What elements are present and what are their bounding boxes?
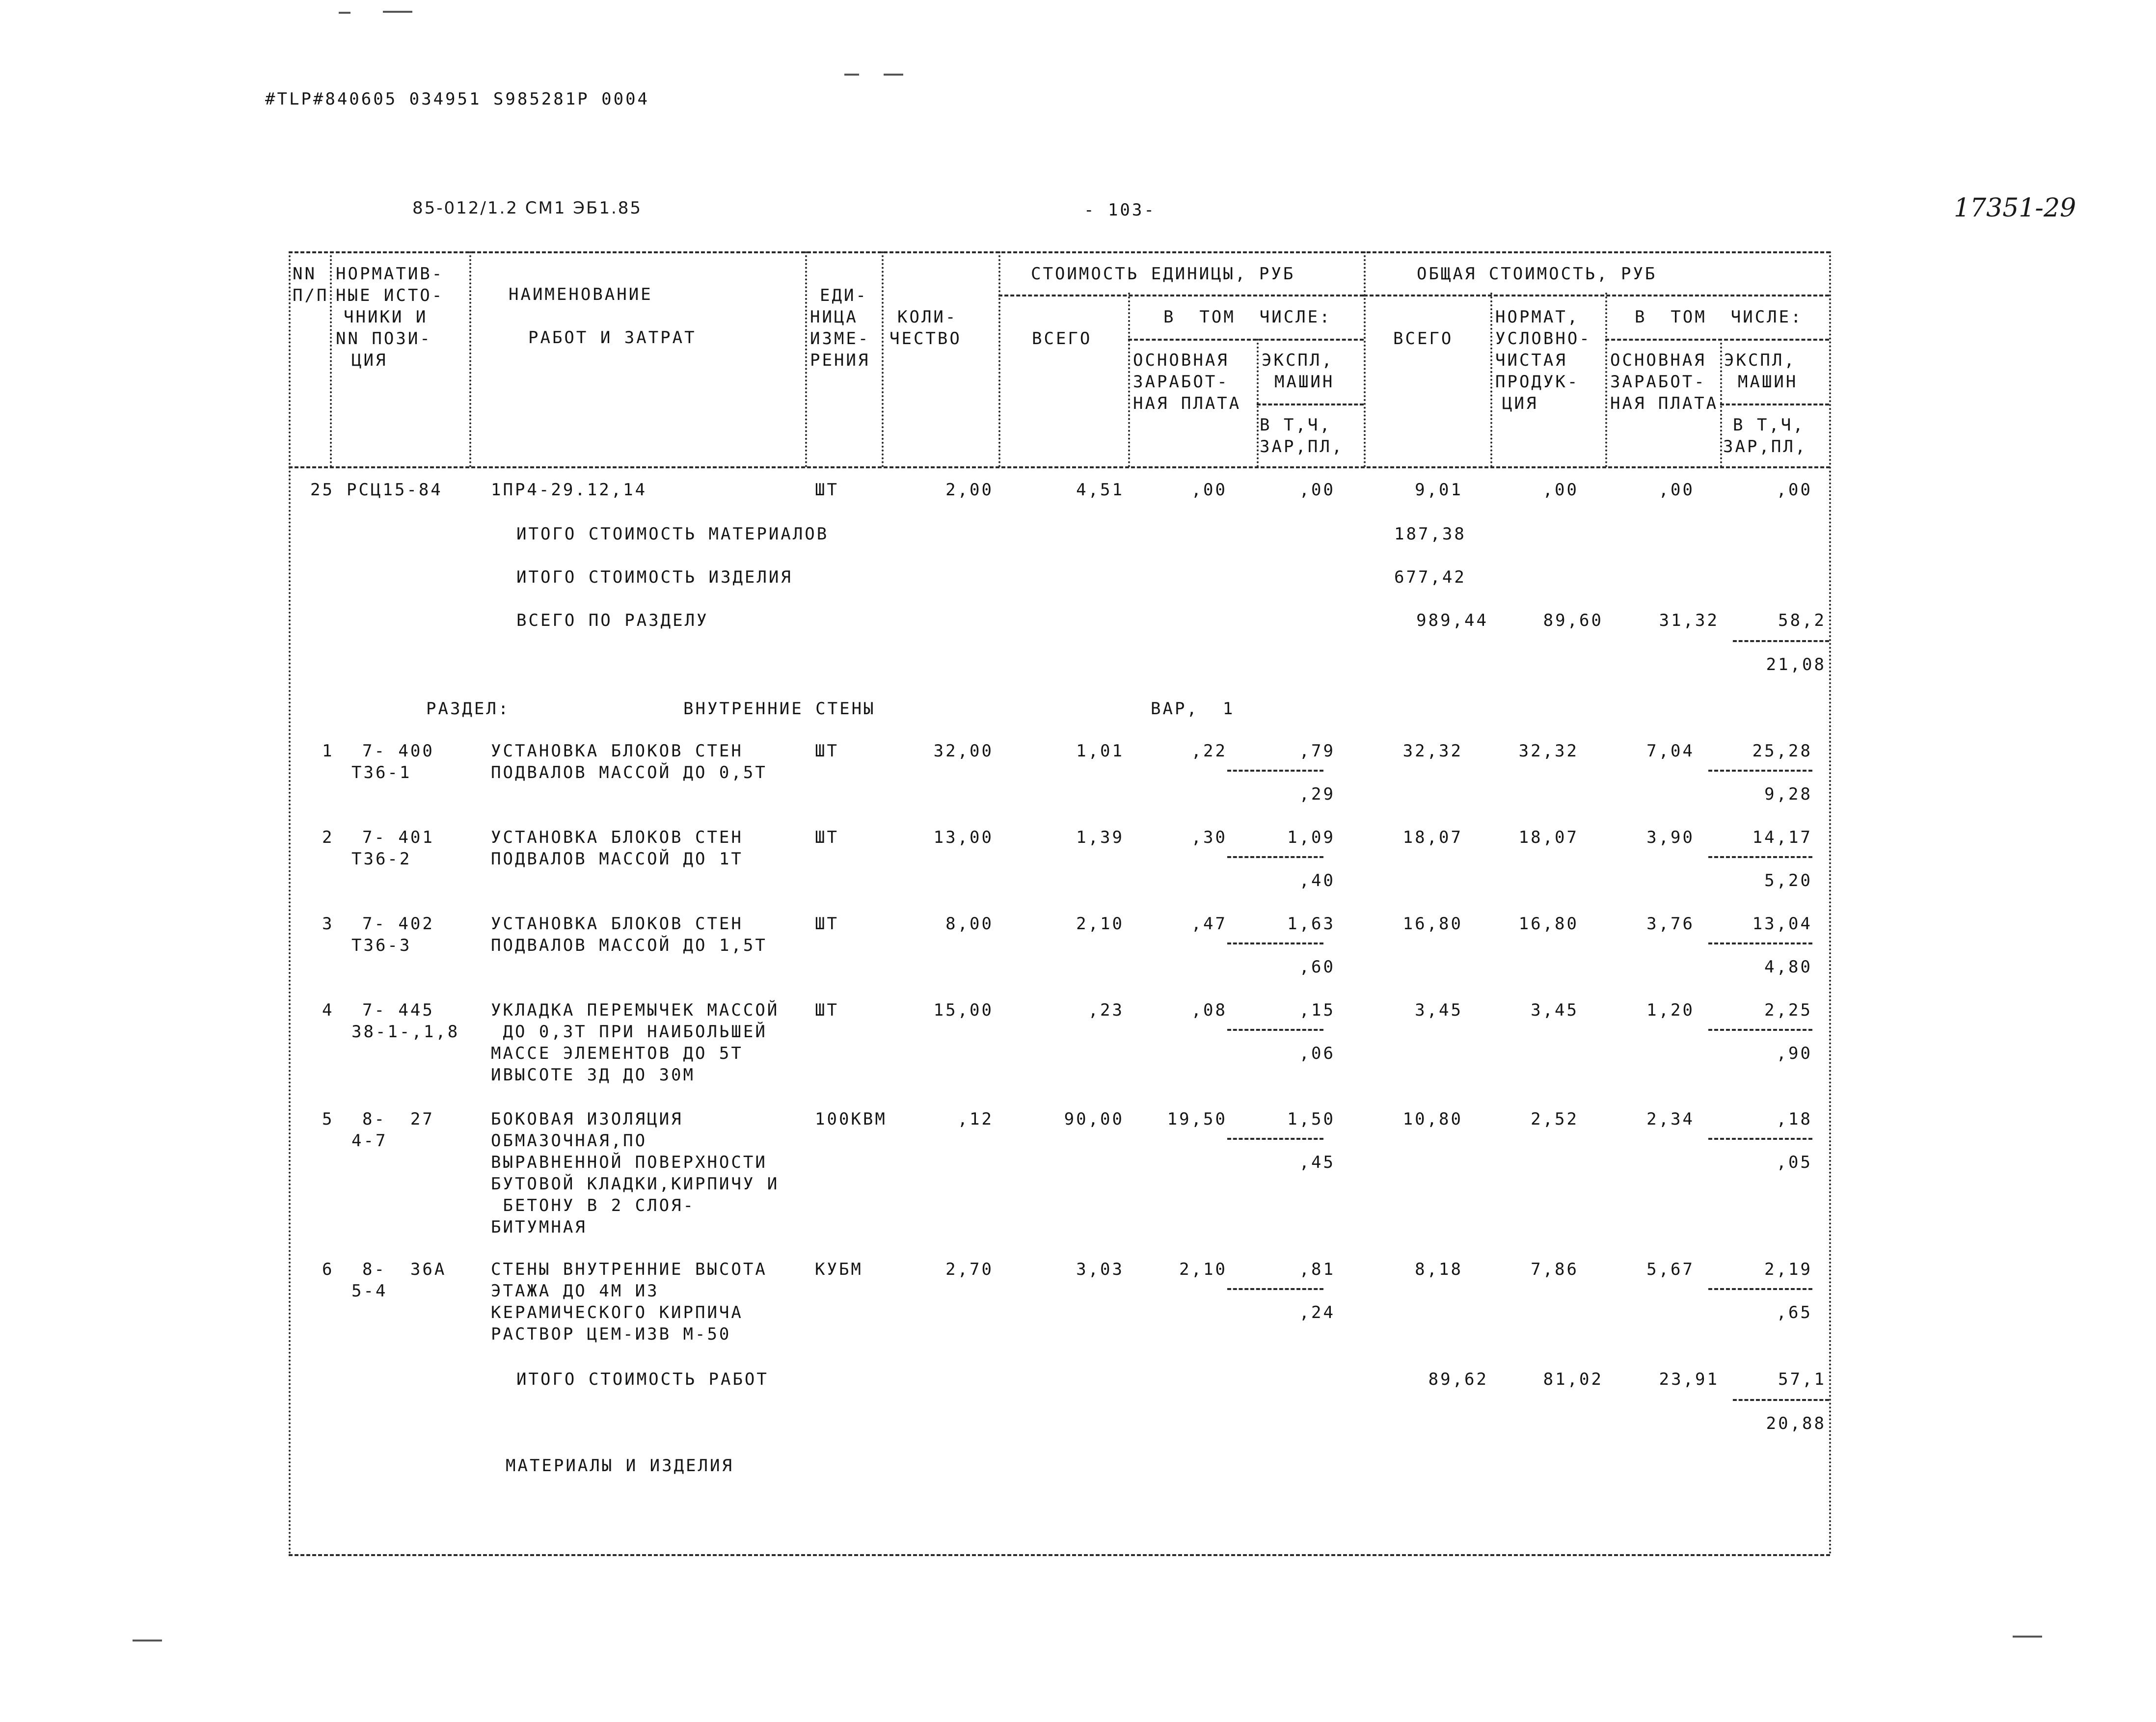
row-name-line: УКЛАДКА ПЕРЕМЫЧЕК МАССОЙ	[491, 1000, 780, 1020]
header-bottom-border	[289, 466, 1830, 468]
header-name: НАИМЕНОВАНИЕ	[509, 285, 653, 304]
table-bottom-border	[289, 1554, 1830, 1556]
header-unit-incl: В ТОМ ЧИСЛЕ:	[1163, 307, 1332, 327]
header-sub-divider	[1128, 339, 1364, 341]
header-qty: ЧЕСТВО	[889, 329, 962, 349]
summary-label: ИТОГО СТОИМОСТЬ МАТЕРИАЛОВ	[516, 524, 829, 544]
header-total-incl: В ТОМ ЧИСЛЕ:	[1635, 307, 1803, 327]
row-total-mach: 2,19	[1764, 1260, 1812, 1279]
header-norm-source: ЦИЯ	[351, 350, 388, 370]
header-unit-mach: МАШИН	[1274, 372, 1335, 392]
row-number: 3	[322, 914, 334, 934]
row-unit-wage: ,00	[1191, 480, 1227, 500]
summary-total: 187,38	[1394, 524, 1466, 544]
materials-heading: МАТЕРИАЛЫ И ИЗДЕЛИЯ	[506, 1456, 734, 1476]
document-code-line: #TLP#840605 034951 S985281P 0004	[265, 89, 650, 109]
row-total-mach: ,00	[1776, 480, 1812, 500]
table-top-border	[289, 251, 1830, 253]
header-total-norm: УСЛОВНО-	[1495, 329, 1591, 349]
header-total-norm: ЧИСТАЯ	[1495, 350, 1567, 370]
row-total-mach: 25,28	[1752, 741, 1812, 761]
row-unit: ШТ	[815, 1000, 839, 1020]
row-name-line: БУТОВОЙ КЛАДКИ,КИРПИЧУ И	[491, 1174, 780, 1194]
row-unit-total: 90,00	[1064, 1109, 1124, 1129]
row-code-secondary: Т36-3	[351, 936, 412, 955]
row-unit-wage: ,08	[1191, 1000, 1227, 1020]
row-unit-mach-sub: ,45	[1299, 1153, 1335, 1172]
row-unit-total: 2,10	[1076, 914, 1124, 934]
header-unit: РЕНИЯ	[810, 350, 870, 370]
row-code: 7- 400	[362, 741, 434, 761]
header-unit-total: ВСЕГО	[1032, 329, 1092, 349]
page-number: - 103-	[1084, 200, 1156, 220]
subtotal-divider	[1227, 856, 1323, 858]
row-name-line: ПОДВАЛОВ МАССОЙ ДО 0,5Т	[491, 763, 767, 782]
summary-total: 89,62	[1428, 1370, 1488, 1389]
header-unit-cost-group: СТОИМОСТЬ ЕДИНИЦЫ, РУБ	[1031, 264, 1295, 284]
header-qty: КОЛИ-	[897, 307, 958, 327]
row-unit-wage: 19,50	[1167, 1109, 1227, 1129]
row-unit-total: 4,51	[1076, 480, 1124, 500]
row-unit-mach: ,81	[1299, 1260, 1335, 1279]
row-unit-mach: ,79	[1299, 741, 1335, 761]
row-name-line: ОБМАЗОЧНАЯ,ПО	[491, 1131, 647, 1151]
row-total-mach: 14,17	[1752, 828, 1812, 847]
row-total-wage: 1,20	[1646, 1000, 1695, 1020]
row-total-wage: 3,76	[1646, 914, 1695, 934]
header-sub-divider	[1364, 295, 1829, 296]
subtotal-divider	[1708, 942, 1812, 944]
summary-label: ИТОГО СТОИМОСТЬ РАБОТ	[516, 1370, 769, 1389]
row-total-wage: 7,04	[1646, 741, 1695, 761]
header-unit-mach-sub: В Т,Ч,	[1260, 415, 1332, 435]
row-code-secondary: Т36-1	[351, 763, 412, 782]
col-divider	[1128, 293, 1130, 467]
row-total-mach-sub: ,90	[1776, 1044, 1812, 1063]
col-divider	[469, 251, 471, 467]
subtotal-divider	[1227, 770, 1323, 772]
row-number: 5	[322, 1109, 334, 1129]
row-total: 32,32	[1402, 741, 1463, 761]
header-unit: ЕДИ-	[820, 286, 868, 305]
row-unit-total: 1,39	[1076, 828, 1124, 847]
row-total: 16,80	[1402, 914, 1463, 934]
row-qty: 8,00	[945, 914, 994, 934]
summary-mach: 58,2	[1778, 611, 1826, 630]
row-total-norm: 16,80	[1518, 914, 1579, 934]
row-total: 3,45	[1415, 1000, 1463, 1020]
header-norm-source: НОРМАТИВ-	[336, 264, 444, 284]
subtotal-divider	[1733, 640, 1829, 642]
row-unit-mach-sub: ,40	[1299, 871, 1335, 890]
scan-speck	[339, 12, 350, 14]
row-total-mach-sub: 4,80	[1764, 957, 1812, 977]
row-unit-mach: ,00	[1299, 480, 1335, 500]
row-qty: 2,00	[945, 480, 994, 500]
header-sub-divider	[998, 295, 1364, 296]
row-name-line: ПОДВАЛОВ МАССОЙ ДО 1Т	[491, 849, 743, 869]
header-nn: NN	[293, 264, 317, 284]
header-norm-source: NN ПОЗИ-	[336, 329, 432, 349]
row-unit-wage: ,47	[1191, 914, 1227, 934]
row-name-line: СТЕНЫ ВНУТРЕННИЕ ВЫСОТА	[491, 1260, 767, 1279]
row-qty: 15,00	[933, 1000, 994, 1020]
subtotal-divider	[1708, 1288, 1812, 1290]
header-unit-wages: ЗАРАБОТ-	[1133, 372, 1229, 392]
row-code: 7- 401	[362, 828, 434, 847]
row-total: 8,18	[1415, 1260, 1463, 1279]
row-code: 8- 36А	[362, 1260, 447, 1279]
row-name-line: БОКОВАЯ ИЗОЛЯЦИЯ	[491, 1109, 683, 1129]
row-unit: ШТ	[815, 480, 839, 500]
subtotal-divider	[1708, 1138, 1812, 1140]
header-pp: П/П	[293, 286, 329, 305]
row-unit-mach: 1,50	[1287, 1109, 1335, 1129]
col-divider	[998, 251, 1000, 467]
document-reference: 85-012/1.2 СМ1 ЭБ1.85	[412, 198, 643, 218]
header-unit: ИЗМЕ-	[810, 329, 870, 349]
section-title: ВНУТРЕННИЕ СТЕНЫ	[683, 699, 876, 719]
row-unit: КУБМ	[815, 1260, 863, 1279]
col-divider	[1364, 251, 1366, 467]
header-total-mach: МАШИН	[1738, 372, 1798, 392]
subtotal-divider	[1227, 1138, 1323, 1140]
header-total-wages: ЗАРАБОТ-	[1610, 372, 1706, 392]
row-unit-mach-sub: ,06	[1299, 1044, 1335, 1063]
row-unit-mach-sub: ,60	[1299, 957, 1335, 977]
summary-label: ВСЕГО ПО РАЗДЕЛУ	[516, 611, 709, 630]
row-qty: ,12	[957, 1109, 994, 1129]
summary-wage: 31,32	[1659, 611, 1719, 630]
summary-mach: 57,1	[1778, 1370, 1826, 1389]
row-qty: 2,70	[945, 1260, 994, 1279]
row-total-wage: 3,90	[1646, 828, 1695, 847]
header-norm-source: ЧНИКИ И	[344, 307, 428, 327]
row-qty: 13,00	[933, 828, 994, 847]
header-sub-divider	[1257, 404, 1364, 405]
scan-speck	[2013, 1636, 2042, 1638]
row-code: 8- 27	[362, 1109, 434, 1129]
subtotal-divider	[1708, 770, 1812, 772]
row-number: 25	[310, 480, 334, 500]
table-left-border	[289, 251, 291, 1555]
row-unit-mach: 1,63	[1287, 914, 1335, 934]
row-unit: ШТ	[815, 828, 839, 847]
header-total-mach-sub: ЗАР,ПЛ,	[1723, 437, 1807, 457]
row-total: 10,80	[1402, 1109, 1463, 1129]
col-divider	[882, 251, 884, 467]
row-total-norm: 7,86	[1531, 1260, 1579, 1279]
row-name-line: УСТАНОВКА БЛОКОВ СТЕН	[491, 741, 743, 761]
section-label: РАЗДЕЛ:	[426, 699, 511, 719]
summary-label: ИТОГО СТОИМОСТЬ ИЗДЕЛИЯ	[516, 567, 793, 587]
row-unit-total: 3,03	[1076, 1260, 1124, 1279]
row-code-secondary: 4-7	[351, 1131, 388, 1151]
summary-total: 677,42	[1394, 567, 1466, 587]
header-unit-wages: НАЯ ПЛАТА	[1133, 394, 1241, 413]
header-sub-divider	[1720, 404, 1829, 405]
row-name-line: ИВЫСОТЕ ЗД ДО 30М	[491, 1065, 695, 1085]
summary-norm: 89,60	[1543, 611, 1603, 630]
row-number: 6	[322, 1260, 334, 1279]
row-number: 2	[322, 828, 334, 847]
row-name-line: МАССЕ ЭЛЕМЕНТОВ ДО 5Т	[491, 1044, 743, 1063]
row-number: 4	[322, 1000, 334, 1020]
row-name-line: БИТУМНАЯ	[491, 1217, 587, 1237]
header-sub-divider	[1605, 339, 1829, 341]
summary-mach-sub: 21,08	[1766, 655, 1826, 674]
row-total-mach-sub: ,05	[1776, 1153, 1812, 1172]
row-name-line: БЕТОНУ В 2 СЛОЯ-	[491, 1196, 695, 1215]
row-total: 18,07	[1402, 828, 1463, 847]
row-number: 1	[322, 741, 334, 761]
row-name-line: ВЫРАВНЕННОЙ ПОВЕРХНОСТИ	[491, 1153, 767, 1172]
header-total-norm: ПРОДУК-	[1495, 372, 1580, 392]
col-divider	[805, 251, 807, 467]
scan-speck	[844, 74, 859, 76]
header-total-total: ВСЕГО	[1393, 329, 1454, 349]
col-divider	[330, 251, 332, 467]
row-unit: 100КВМ	[815, 1109, 887, 1129]
row-unit-total: ,23	[1088, 1000, 1124, 1020]
row-total-wage: ,00	[1658, 480, 1695, 500]
row-total-norm: 3,45	[1531, 1000, 1579, 1020]
row-total-norm: ,00	[1542, 480, 1579, 500]
handwritten-number: 17351-29	[1954, 193, 2076, 223]
section-variant: ВАР, 1	[1151, 699, 1235, 719]
header-name: РАБОТ И ЗАТРАТ	[528, 328, 697, 348]
header-unit-mach-sub: ЗАР,ПЛ,	[1260, 437, 1344, 457]
row-total-norm: 2,52	[1531, 1109, 1579, 1129]
subtotal-divider	[1733, 1399, 1829, 1401]
summary-norm: 81,02	[1543, 1370, 1603, 1389]
row-name-line: РАСТВОР ЦЕМ-ИЗВ М-50	[491, 1324, 731, 1344]
col-divider	[1605, 293, 1607, 467]
row-total-mach-sub: 5,20	[1764, 871, 1812, 890]
row-code-secondary: Т36-2	[351, 849, 412, 869]
header-total-norm: ЦИЯ	[1502, 394, 1538, 413]
scan-speck	[133, 1640, 162, 1641]
header-total-cost-group: ОБЩАЯ СТОИМОСТЬ, РУБ	[1417, 264, 1657, 284]
row-total-mach-sub: ,65	[1776, 1303, 1812, 1322]
row-unit-wage: ,22	[1191, 741, 1227, 761]
row-unit-wage: 2,10	[1179, 1260, 1227, 1279]
row-unit-total: 1,01	[1076, 741, 1124, 761]
subtotal-divider	[1227, 942, 1323, 944]
row-unit-mach-sub: ,29	[1299, 784, 1335, 804]
scan-speck	[383, 11, 412, 13]
row-total-mach-sub: 9,28	[1764, 784, 1812, 804]
row-unit-mach: ,15	[1299, 1000, 1335, 1020]
table-right-border	[1829, 251, 1831, 1555]
col-divider	[1720, 339, 1722, 467]
row-unit: ШТ	[815, 741, 839, 761]
row-name: 1ПР4-29.12,14	[491, 480, 647, 500]
row-code-secondary: 5-4	[351, 1281, 388, 1301]
subtotal-divider	[1708, 1029, 1812, 1031]
row-total: 9,01	[1415, 480, 1463, 500]
row-name-line: ЭТАЖА ДО 4М ИЗ	[491, 1281, 659, 1301]
header-total-mach: ЭКСПЛ,	[1724, 350, 1796, 370]
header-unit-wages: ОСНОВНАЯ	[1133, 350, 1229, 370]
col-divider	[1257, 339, 1259, 467]
row-unit-mach-sub: ,24	[1299, 1303, 1335, 1322]
header-total-wages: ОСНОВНАЯ	[1610, 350, 1706, 370]
header-total-norm: НОРМАТ,	[1495, 307, 1580, 327]
row-name-line: ДО 0,3Т ПРИ НАИБОЛЬШЕЙ	[491, 1022, 767, 1042]
subtotal-divider	[1227, 1029, 1323, 1031]
row-total-mach: 13,04	[1752, 914, 1812, 934]
row-total-mach: 2,25	[1764, 1000, 1812, 1020]
row-code-secondary: 38-1-,1,8	[351, 1022, 460, 1042]
row-total-norm: 18,07	[1518, 828, 1579, 847]
summary-wage: 23,91	[1659, 1370, 1719, 1389]
row-code: РСЦ15-84	[347, 480, 443, 500]
header-total-mach-sub: В Т,Ч,	[1733, 415, 1805, 435]
row-total-norm: 32,32	[1518, 741, 1579, 761]
summary-mach-sub: 20,88	[1766, 1414, 1826, 1433]
subtotal-divider	[1708, 856, 1812, 858]
row-name-line: ПОДВАЛОВ МАССОЙ ДО 1,5Т	[491, 936, 767, 955]
row-unit-wage: ,30	[1191, 828, 1227, 847]
col-divider	[1490, 293, 1492, 467]
row-unit: ШТ	[815, 914, 839, 934]
summary-total: 989,44	[1416, 611, 1488, 630]
header-unit: НИЦА	[810, 307, 858, 327]
row-total-mach: ,18	[1776, 1109, 1812, 1129]
header-total-wages: НАЯ ПЛАТА	[1610, 394, 1719, 413]
row-code: 7- 445	[362, 1000, 434, 1020]
row-unit-mach: 1,09	[1287, 828, 1335, 847]
row-qty: 32,00	[933, 741, 994, 761]
row-total-wage: 2,34	[1646, 1109, 1695, 1129]
header-norm-source: НЫЕ ИСТО-	[336, 286, 444, 305]
row-name-line: УСТАНОВКА БЛОКОВ СТЕН	[491, 828, 743, 847]
row-code: 7- 402	[362, 914, 434, 934]
subtotal-divider	[1227, 1288, 1323, 1290]
row-total-wage: 5,67	[1646, 1260, 1695, 1279]
row-name-line: УСТАНОВКА БЛОКОВ СТЕН	[491, 914, 743, 934]
scan-speck	[884, 74, 903, 76]
header-unit-mach: ЭКСПЛ,	[1262, 350, 1334, 370]
row-name-line: КЕРАМИЧЕСКОГО КИРПИЧА	[491, 1303, 743, 1322]
